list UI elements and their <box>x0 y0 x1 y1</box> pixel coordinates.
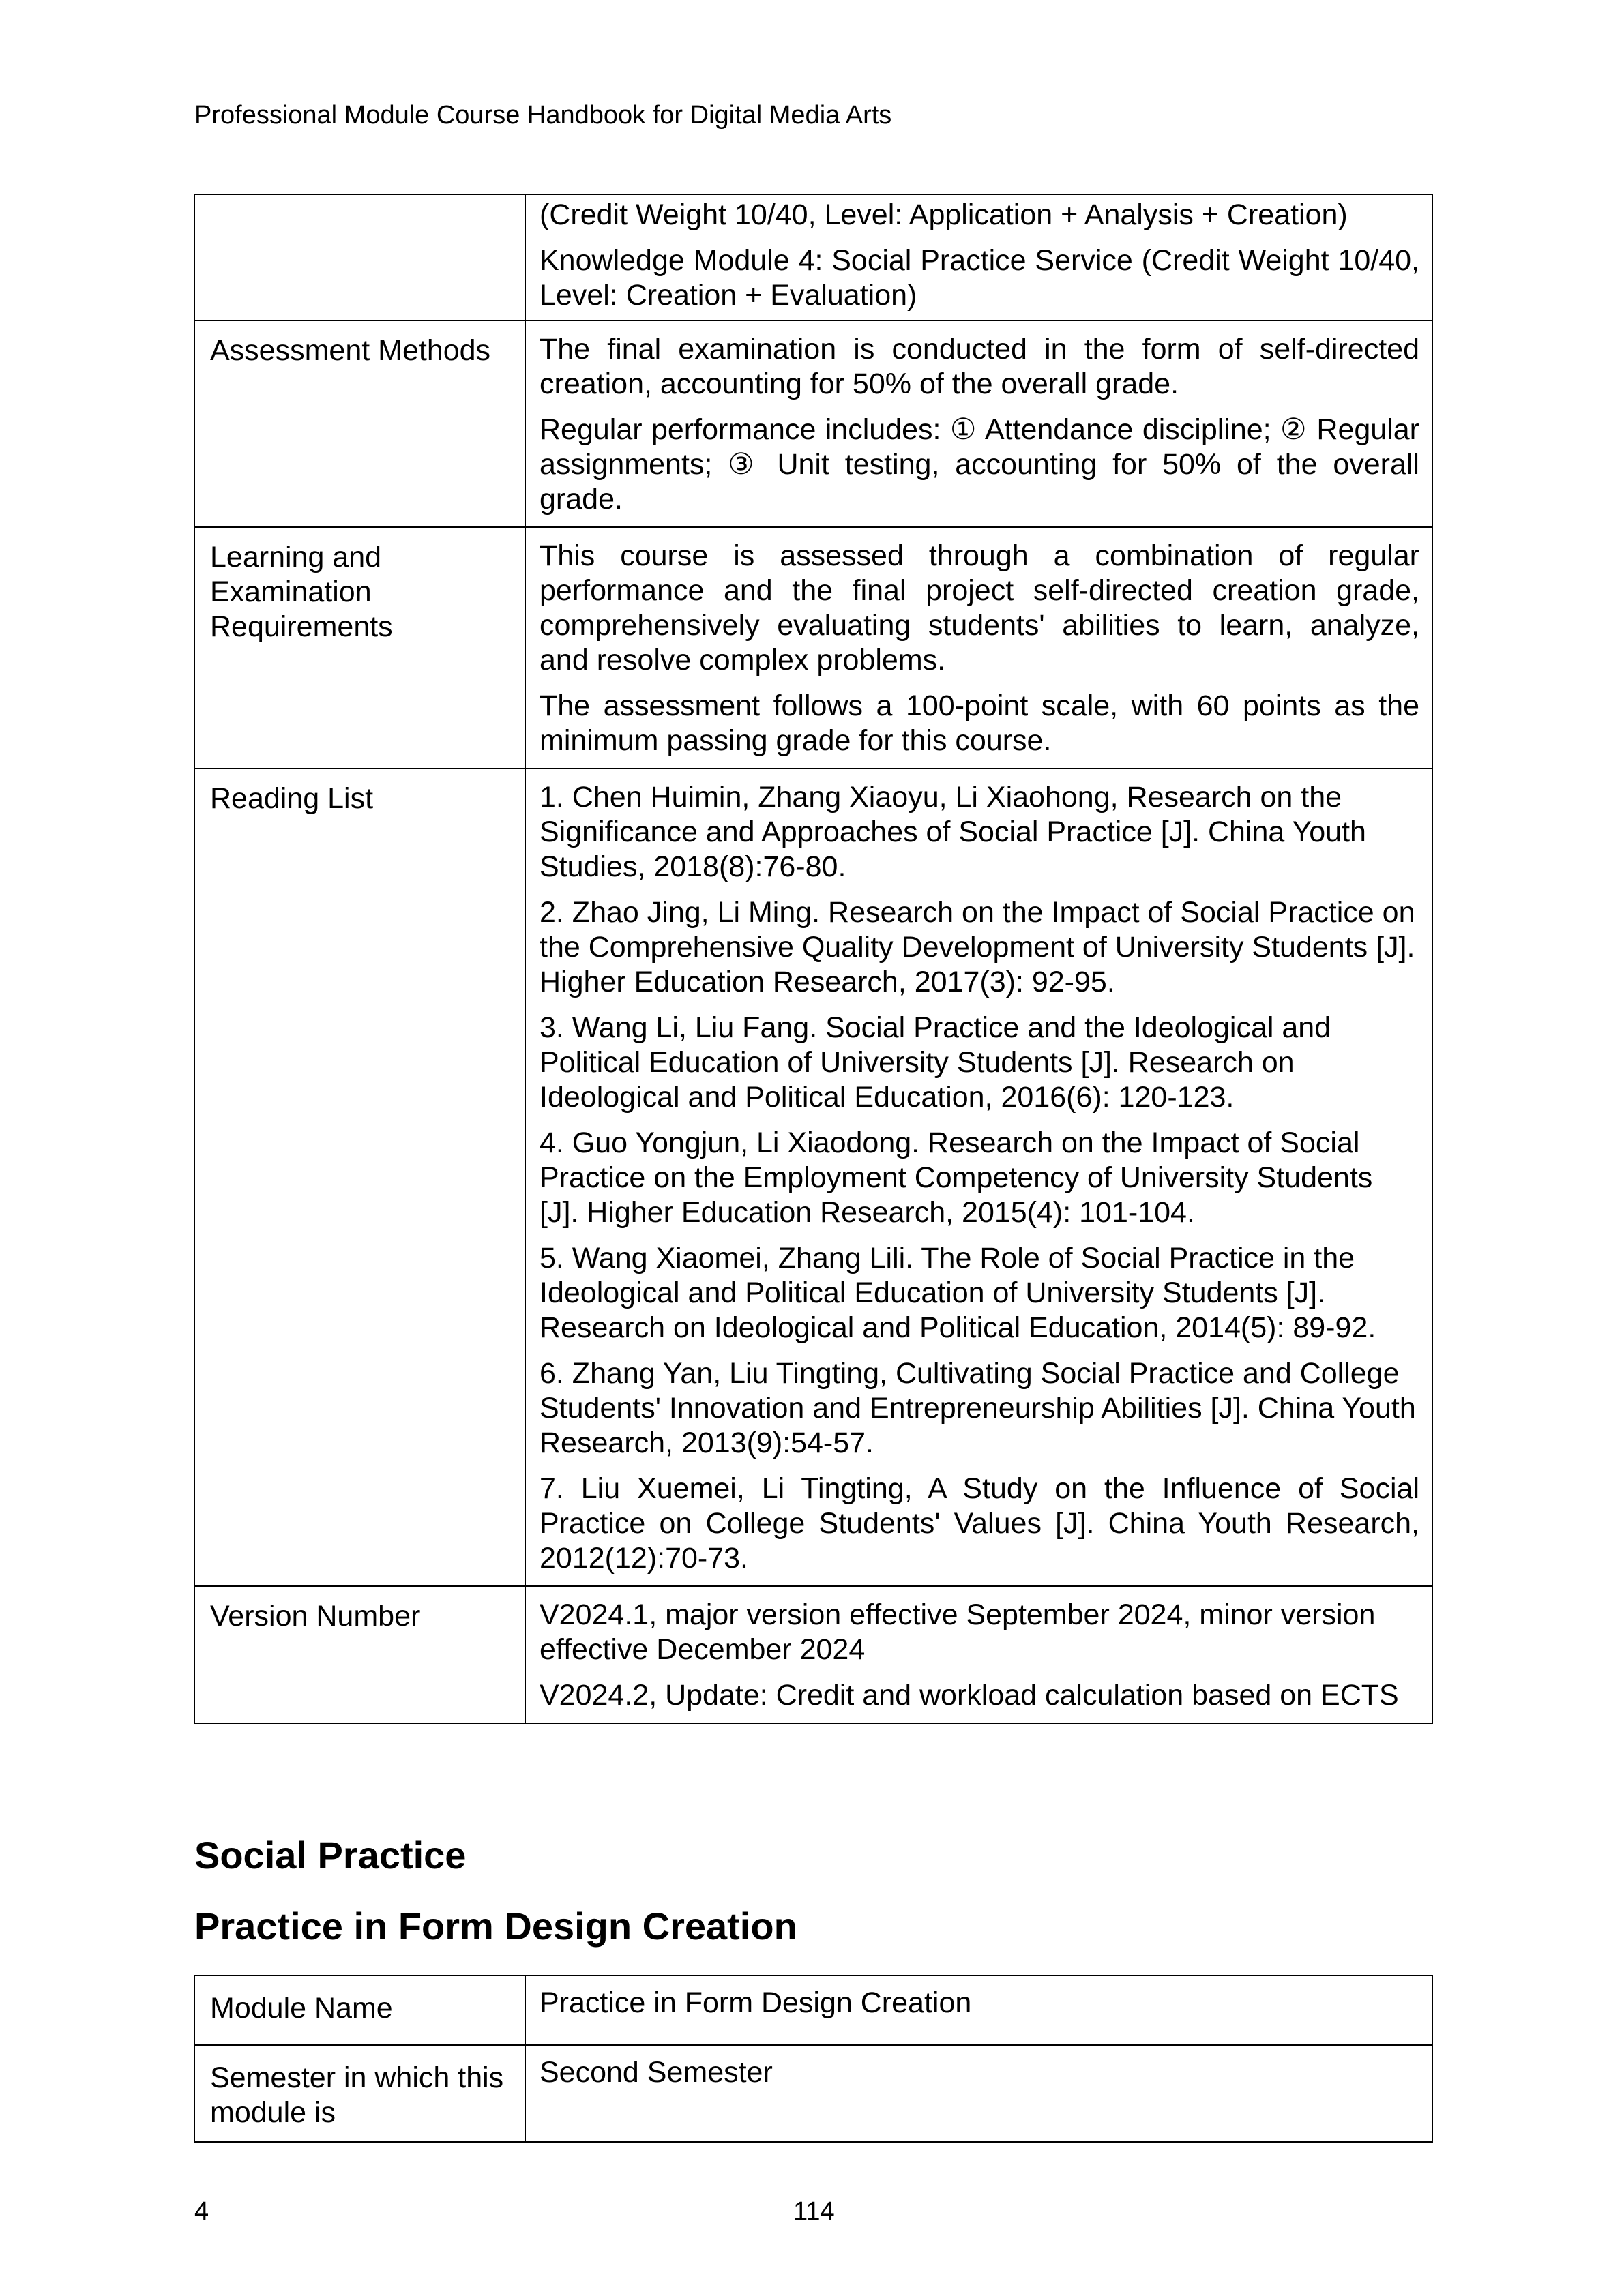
reading-list-item: 5. Wang Xiaomei, Zhang Lili. The Role of Social Practice in the Ideological and Political Education of University Students [J]. Research on Ideological and Political Education, 2014(5): 89-92. <box>540 1242 1376 1344</box>
paragraph: (Credit Weight 10/40, Level: Application + Analysis + Creation) <box>540 198 1348 231</box>
module-name-label: Module Name <box>194 1976 525 2045</box>
page-header: Professional Module Course Handbook for Digital Media Arts <box>194 101 892 130</box>
section-title: Social Practice <box>194 1834 467 1877</box>
table-row <box>194 2045 1432 2142</box>
reading-list-cell <box>525 769 1432 1586</box>
paragraph: This course is assessed through a combination of regular performance and the final project self-directed creation grade, comprehensively evaluating students' abilities to learn, analyze, and resolve complex problems. <box>540 539 1419 676</box>
table-cell-empty <box>194 194 525 320</box>
paragraph: The assessment follows a 100-point scale, with 60 points as the minimum passing grade for this course. <box>540 689 1419 757</box>
knowledge-module-cell <box>525 194 1432 320</box>
learning-requirements-cell <box>525 527 1432 769</box>
paragraph: V2024.2, Update: Credit and workload calculation based on ECTS <box>540 1679 1399 1712</box>
reading-list-item: 4. Guo Yongjun, Li Xiaodong. Research on the Impact of Social Practice on the Employment Competency of University Students [J]. Higher Education Research, 2015(4): 101-104. <box>540 1127 1373 1229</box>
reading-list-item: 7. Liu Xuemei, Li Tingting, A Study on the Influence of Social Practice on College Students' Values [J]. China Youth Research, 2012(12):70-73. <box>540 1472 1419 1575</box>
assessment-methods-label: Assessment Methods <box>194 320 525 527</box>
paragraph: The final examination is conducted in the form of self-directed creation, accounting for 50% of the overall grade. <box>540 333 1419 400</box>
version-number-label: Version Number <box>194 1586 525 1723</box>
module-title: Practice in Form Design Creation <box>194 1905 797 1948</box>
table-row <box>194 194 1432 320</box>
paragraph: V2024.1, major version effective September 2024, minor version effective December 2024 <box>540 1598 1376 1666</box>
module-name-value: Practice in Form Design Creation <box>525 1976 1432 2045</box>
assessment-methods-cell <box>525 320 1432 527</box>
table-row <box>194 320 1432 527</box>
module-summary-table <box>194 1975 1433 2143</box>
table-row <box>194 1586 1432 1723</box>
reading-list-item: 6. Zhang Yan, Liu Tingting, Cultivating Social Practice and College Students' Innovation and Entrepreneurship Abilities [J]. China Youth Research, 2013(9):54-57. <box>540 1357 1416 1459</box>
paragraph: Knowledge Module 4: Social Practice Service (Credit Weight 10/40, Level: Creation + Evaluation) <box>540 244 1419 312</box>
semester-label: Semester in which this module is <box>194 2045 525 2142</box>
footer-page-label: 4 <box>194 2197 209 2226</box>
reading-list-label: Reading List <box>194 769 525 1586</box>
learning-requirements-label: Learning and Examination Requirements <box>194 527 525 769</box>
reading-list-item: 1. Chen Huimin, Zhang Xiaoyu, Li Xiaohong, Research on the Significance and Approaches of Social Practice [J]. China Youth Studies, 2018(8):76-80. <box>540 781 1366 883</box>
paragraph: Regular performance includes: ① Attendance discipline; ② Regular assignments; ③ Unit testing, accounting for 50% of the overall grade. <box>540 413 1419 516</box>
module-details-table <box>194 194 1433 1724</box>
table-row <box>194 769 1432 1586</box>
footer-page-number: 114 <box>793 2197 835 2226</box>
table-row <box>194 1976 1432 2045</box>
reading-list-item: 2. Zhao Jing, Li Ming. Research on the Impact of Social Practice on the Comprehensive Quality Development of University Students [J]. Higher Education Research, 2017(3): 92-95. <box>540 896 1415 998</box>
table-row <box>194 527 1432 769</box>
version-number-cell <box>525 1586 1432 1723</box>
reading-list-item: 3. Wang Li, Liu Fang. Social Practice and the Ideological and Political Education of University Students [J]. Research on Ideological and Political Education, 2016(6): 120-123. <box>540 1011 1331 1114</box>
semester-value: Second Semester <box>525 2045 1432 2142</box>
